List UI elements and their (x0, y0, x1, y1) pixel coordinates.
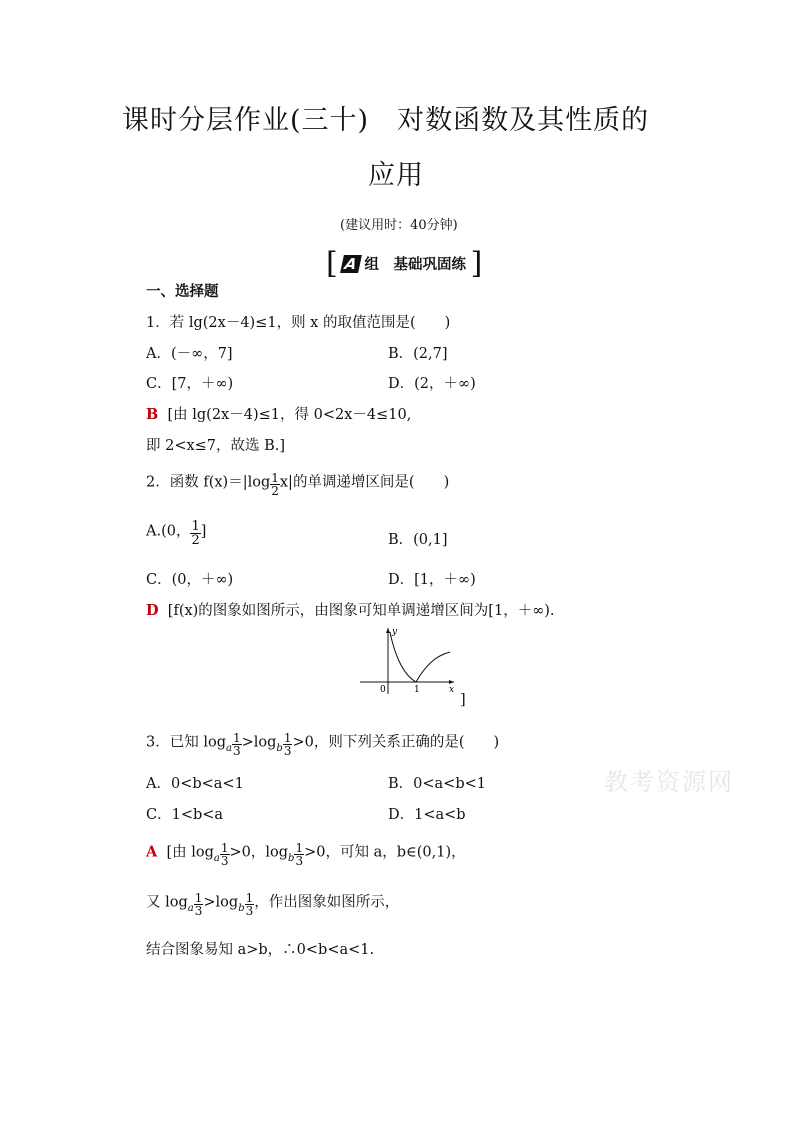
q2-a-num: 1 (191, 519, 200, 534)
q3-exp1-sub-a: a (213, 852, 220, 864)
q3-exp1-num-2: 1 (295, 841, 304, 855)
page-title-line1: 课时分层作业(三十) 对数函数及其性质的 (122, 105, 650, 136)
q2-a-den: 2 (191, 533, 200, 548)
q3-frac-1 (232, 732, 242, 757)
q3-frac-2 (283, 732, 293, 757)
q2-stem (146, 470, 450, 498)
watermark: 教考资源网 (604, 768, 734, 796)
q3-exp2-frac-1 (194, 892, 204, 917)
q3-exp2-sub-a: a (187, 902, 194, 914)
q3-explanation-line1 (146, 840, 466, 868)
q3-den-1: 3 (232, 744, 241, 758)
q3-stem-post: >0，则下列关系正确的是( ) (292, 734, 500, 751)
group-heading (326, 242, 483, 281)
q3-exp1-frac-1 (220, 842, 230, 867)
q3-option-d: D．1<a<b (388, 807, 466, 823)
q1-option-a: A．(－∞，7] (146, 346, 233, 362)
q2-a-fraction (190, 520, 200, 547)
q3-exp1-den-1: 3 (220, 854, 229, 868)
graph-y-label: y (392, 627, 398, 637)
q2-a-pre: A.(0， (146, 523, 191, 540)
suggested-time: (建议用时：40分钟) (340, 218, 458, 233)
y-axis-arrow (386, 628, 390, 633)
q3-exp2-den-2: 3 (245, 904, 254, 918)
q1-option-c: C．[7，＋∞) (146, 376, 234, 392)
q2-explanation (146, 599, 555, 620)
q2-base-fraction (270, 472, 280, 497)
q1-answer: B (146, 406, 159, 423)
q3-stem-pre: 3．已知 log (146, 734, 226, 751)
graph-origin-label: 0 (380, 685, 386, 695)
q3-stem (146, 730, 500, 758)
group-badge: A (340, 255, 361, 273)
q2-base-den: 2 (271, 484, 279, 498)
q1-option-d: D．(2，＋∞) (388, 376, 476, 392)
q1-option-b: B．(2,7] (388, 346, 448, 362)
q2-option-d: D．[1，＋∞) (388, 572, 476, 588)
x-axis-arrow (449, 680, 454, 684)
q3-exp1-mid: >0，log (229, 844, 289, 861)
q3-exp1-frac-2 (294, 842, 304, 867)
q2-graph (358, 624, 458, 696)
q3-sub-a: a (225, 742, 232, 754)
q2-option-a (146, 518, 207, 548)
q2-base-num: 1 (271, 471, 279, 485)
q3-explanation-line3: 结合图象易知 a>b，∴0<b<a<1. (146, 942, 375, 958)
q3-exp1-sub-b: b (288, 852, 295, 864)
q3-exp2-den-1: 3 (194, 904, 203, 918)
q3-exp2-num-2: 1 (245, 891, 254, 905)
q3-num-1: 1 (232, 731, 241, 745)
q3-exp2-sub-b: b (238, 902, 245, 914)
q3-answer: A (146, 843, 158, 861)
q3-den-2: 3 (283, 744, 292, 758)
page-title-line2: 应用 (368, 160, 424, 191)
q2-stem-post: x|的单调递增区间是( ) (279, 474, 450, 491)
q3-exp2-post: ，作出图象如图所示， (254, 894, 400, 911)
q2-exp: [f(x)的图象如图所示，由图象可知单调递增区间为[1，＋∞). (167, 603, 555, 619)
q2-a-post: ] (200, 523, 207, 540)
abs-log-curve (390, 632, 450, 682)
q1-explanation-line1 (146, 403, 411, 424)
q2-option-c: C．(0，＋∞) (146, 572, 234, 588)
q3-exp1-pre: [由 log (166, 844, 214, 861)
q3-option-a: A．0<b<a<1 (146, 776, 244, 792)
q3-exp2-pre: 又 log (146, 894, 188, 911)
graph-one-label: 1 (414, 685, 420, 695)
q1-explanation-line2: 即 2<x≤7，故选 B.] (146, 438, 286, 454)
q3-num-2: 1 (283, 731, 292, 745)
q3-exp2-frac-2 (245, 892, 255, 917)
q3-exp1-post: >0，可知 a，b∈(0,1)， (304, 844, 466, 861)
q3-explanation-line2 (146, 890, 400, 918)
q3-exp2-mid: >log (203, 894, 239, 911)
q3-exp2-num-1: 1 (194, 891, 203, 905)
q1-stem: 1．若 lg(2x－4)≤1，则 x 的取值范围是( ) (146, 315, 451, 331)
q2-stem-pre: 2．函数 f(x)＝|log (146, 474, 271, 491)
q2-close-bracket: ] (460, 692, 466, 708)
bracket-left: [ (326, 246, 338, 281)
q2-answer: D (146, 602, 159, 619)
section-title: 一、选择题 (146, 283, 219, 300)
group-label: 组 基础巩固练 (364, 256, 467, 273)
q3-option-b: B．0<a<b<1 (388, 776, 486, 792)
q1-exp1: [由 lg(2x－4)≤1，得 0<2x－4≤10, (167, 407, 412, 423)
graph-x-label: x (449, 685, 455, 695)
q3-mid: >log (241, 734, 277, 751)
q3-exp1-den-2: 3 (295, 854, 304, 868)
q3-exp1-num-1: 1 (220, 841, 229, 855)
q3-sub-b: b (276, 742, 283, 754)
q3-option-c: C．1<b<a (146, 807, 224, 823)
bracket-right: ] (470, 246, 483, 281)
q2-option-b: B．(0,1] (388, 532, 448, 548)
